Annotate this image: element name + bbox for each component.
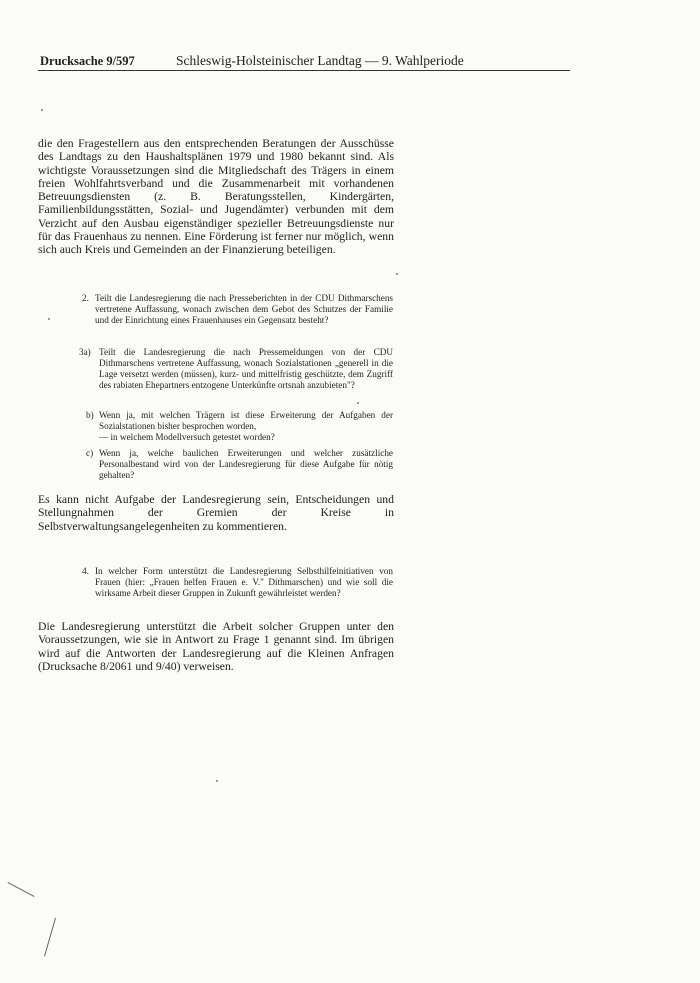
answer-paragraph-3: Die Landesregierung unterstützt die Arbeit solcher Gruppen unter den Voraussetzungen, wie sie in Antwort zu Frage 1 genannt sind. Im übrigen wird auf die Antworten der Landesregierung auf die Kleinen Anfragen (Drucksache 8/2061 und 9/40) verweisen. bbox=[38, 620, 394, 673]
question-2-text: Teilt die Landesregierung die nach Presseberichten in der CDU Dithmarschens vertretene Auffassung, wonach zwischen dem Gebot des Schutzes der Familie und der Einrichtung eines Frauenhauses ein Gegensatz besteht? bbox=[95, 293, 393, 326]
pen-stroke bbox=[44, 918, 56, 957]
question-4-text: In welcher Form unterstützt die Landesregierung Selbsthilfeinitiativen von Frauen (hier: „Frauen helfen Frauen e. V." Dithmarschen) und wie soll die wirksame Arbeit dieser Gruppen in Zukunft gewährleistet werden? bbox=[95, 566, 393, 599]
question-3c-number: c) bbox=[86, 448, 94, 458]
question-2-number: 2. bbox=[82, 293, 89, 303]
question-3a-number: 3a) bbox=[79, 347, 91, 357]
scan-speck bbox=[396, 273, 398, 275]
scan-speck bbox=[48, 318, 50, 320]
question-4-number: 4. bbox=[82, 566, 89, 576]
answer-paragraph-2: Es kann nicht Aufgabe der Landesregierung sein, Entscheidungen und Stellungnahmen der Gremien der Kreise in Selbstverwaltungsangelegenheiten zu kommentieren. bbox=[38, 493, 394, 533]
scan-speck bbox=[41, 109, 43, 111]
question-3b-number: b) bbox=[86, 410, 94, 420]
question-3c-text: Wenn ja, welche baulichen Erweiterungen und welcher zusätzliche Personalbestand wird von der Landesregierung für diese Aufgabe für nötig gehalten? bbox=[99, 448, 393, 481]
question-3b-line-2: — in welchem Modellversuch getestet worden? bbox=[99, 432, 275, 443]
question-3a-text: Teilt die Landesregierung die nach Pressemeldungen von der CDU Dithmarschens vertretene Auffassung, wonach Sozialstationen „generell in die Lage versetzt werden (müssen), kurz- und mittelfristig geschützte, dem Zugriff des rabiaten Ehepartners entzogene Unterkünfte ortsnah anzubieten"? bbox=[99, 347, 393, 391]
document-number: Drucksache 9/597 bbox=[40, 54, 135, 68]
question-3b-text bbox=[99, 410, 393, 443]
scan-speck bbox=[216, 780, 218, 782]
scan-speck bbox=[357, 402, 359, 404]
header-title: Schleswig-Holsteinischer Landtag — 9. Wahlperiode bbox=[176, 53, 464, 68]
pen-stroke bbox=[8, 882, 35, 897]
question-3b-line-1: Wenn ja, mit welchen Trägern ist diese Erweiterung der Aufgaben der Sozialstationen bisher besprochen worden, bbox=[99, 410, 393, 432]
answer-paragraph-1: die den Fragestellern aus den entsprechenden Beratungen der Ausschüsse des Landtags zu den Haushaltsplänen 1979 und 1980 bekannt sind. Als wichtigste Voraussetzungen sind die Mitgliedschaft des Trägers in einem freien Wohlfahrtsverband und die Zusammenarbeit mit vorhandenen Betreuungsdiensten (z. B. Beratungsstellen, Kindergärten, Familienbildungsstätten, Sozial- und Jugendämter) verbunden mit dem Verzicht auf den Ausbau eigenständiger spezieller Betreuungsdienste nur für das Frauenhaus zu nennen. Eine Förderung ist ferner nur möglich, wenn sich auch Kreis und Gemeinden an der Finanzierung beteiligen. bbox=[38, 137, 394, 257]
page-header bbox=[38, 52, 570, 71]
